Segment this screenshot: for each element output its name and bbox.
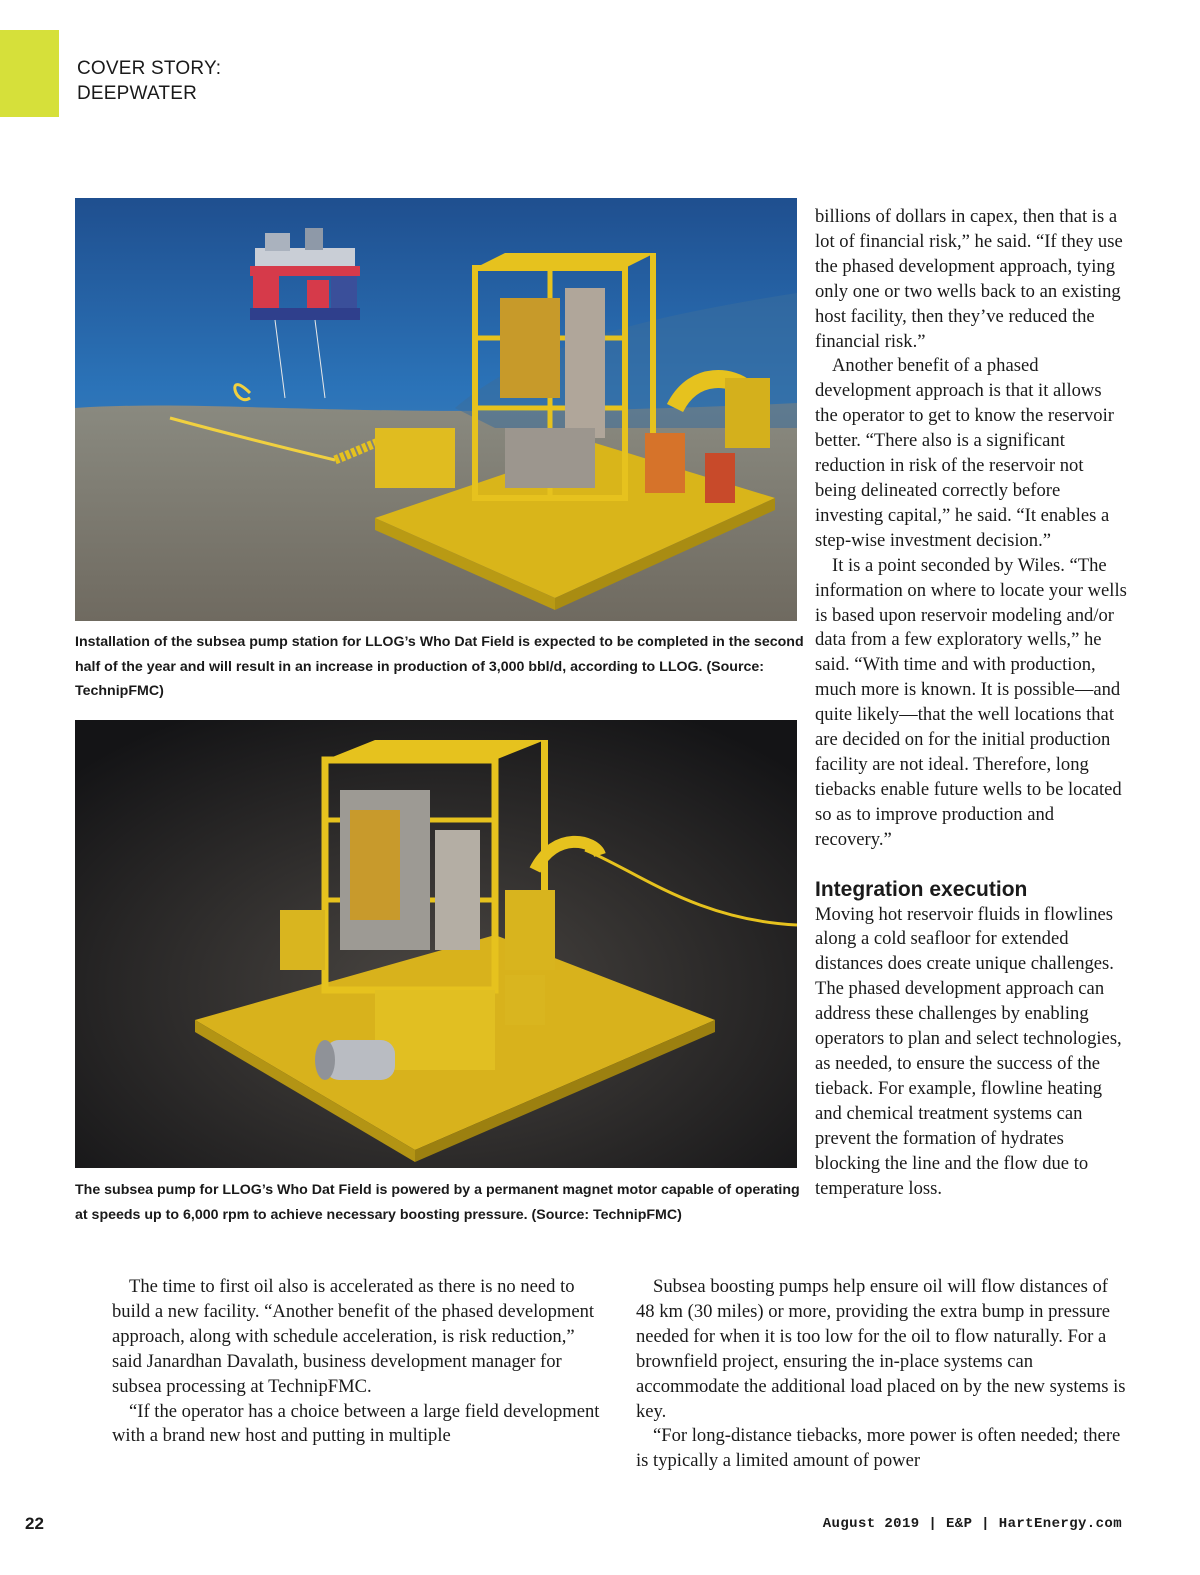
bottom-left-column [112, 1275, 602, 1449]
subhead-integration-execution: Integration execution [815, 877, 1028, 901]
pump-module-illustration [75, 720, 797, 1168]
pump-station-illustration [75, 198, 797, 621]
kicker-line-2: DEEPWATER [77, 83, 198, 104]
paragraph: Subsea boosting pumps help ensure oil will flow distances of 48 km (30 miles) or more, providing the extra bump in pressure needed for when it is too low for the oil to flow naturally. For a brownfield project, ensuring the in-place systems can accommodate the additional load placed on by the new systems is key. [636, 1276, 1126, 1422]
control-module [375, 428, 455, 488]
paragraph: It is a point seconded by Wiles. “The information on where to locate your wells is based upon reservoir modeling and/or data from a few exploratory wells,” he said. “With time and with production, much more is known. It is possible—and quite likely—that the well locations that are decided on for the initial production facility are not ideal. Therefore, long tiebacks enable future wells to be located so as to improve production and recovery.” [815, 554, 1127, 850]
paragraph: Another benefit of a phased development approach is that it allows the operator to get to know the reservoir better. “There also is a significant reduction in risk of the reservoir not being delineated correctly before investing capital,” he said. “It enables a step-wise investment decision.” [815, 355, 1114, 551]
issue-footer: August 2019 | E&P | HartEnergy.com [822, 1516, 1122, 1532]
paragraph: “For long-distance tiebacks, more power is often needed; there is typically a limited amount of power [636, 1425, 1121, 1472]
figure-1-caption: Installation of the subsea pump station for LLOG’s Who Dat Field is expected to be completed in the second half of the year and will result in an increase in production of 3,000 bbl/d, according to LLOG. (Source: TechnipFMC) [75, 634, 804, 699]
paragraph: “If the operator has a choice between a large field development with a brand new host and putting in multiple [112, 1400, 600, 1447]
paragraph: The time to first oil also is accelerated as there is no need to build a new facility. “Another benefit of the phased development approach, along with schedule acceleration, is risk reduction,” said Janardhan Davalath, business development manager for subsea processing at TechnipFMC. [112, 1276, 595, 1397]
figure-subsea-pump-station [75, 198, 797, 621]
figure-subsea-pump-module [75, 720, 797, 1168]
left-valve-block [280, 910, 325, 970]
paragraph: billions of dollars in capex, then that is a lot of financial risk,” he said. “If they use the phased development approach, tying only one or two wells back to an existing host facility, then they’ve reduced the financial risk.” [815, 206, 1123, 352]
bottom-right-column [636, 1275, 1126, 1474]
page-number: 22 [25, 1514, 44, 1533]
paragraph: Moving hot reservoir fluids in flowlines along a cold seafloor for extended distances does create unique challenges. The phased development approach can address these challenges by enabling operators to plan and select technologies, as needed, to ensure the success of the tieback. For example, flowline heating and chemical treatment systems can prevent the formation of hydrates blocking the line and the flow due to temperature loss. [815, 903, 1122, 1199]
section-kicker [77, 56, 221, 106]
figure-2-caption: The subsea pump for LLOG’s Who Dat Field is powered by a permanent magnet motor capable of operating at speeds up to 6,000 rpm to achieve necessary boosting pressure. (Source: TechnipFMC) [75, 1182, 800, 1223]
right-text-column [815, 205, 1127, 1201]
section-color-tab [0, 30, 59, 117]
kicker-line-1: COVER STORY: [77, 58, 222, 79]
